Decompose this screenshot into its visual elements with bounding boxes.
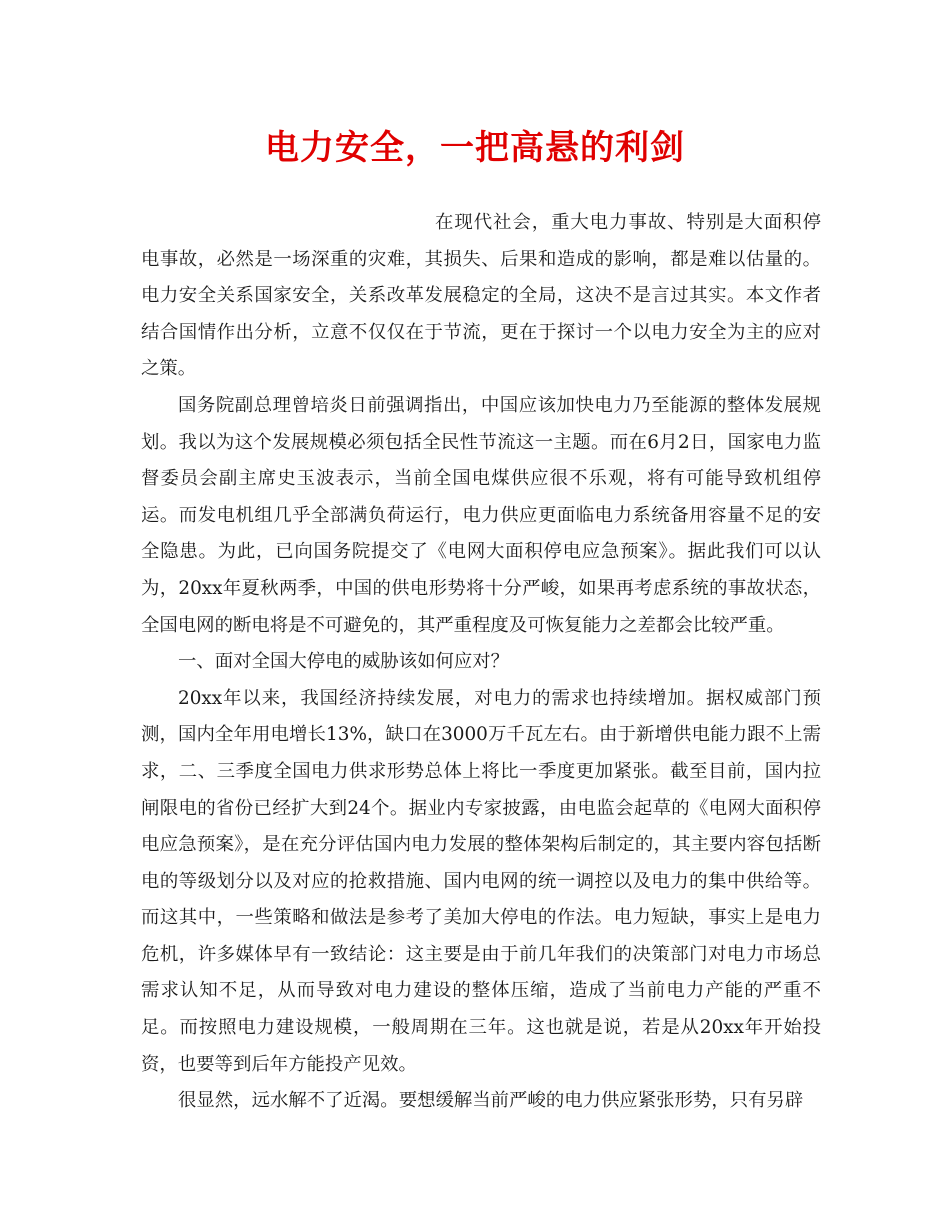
section-heading: 一、面对全国大停电的威胁该如何应对？ [178, 651, 510, 673]
paragraph-4: 20xx年以来，我国经济持续发展，对电力的需求也持续增加。据权威部门预测，国内全年用电增长13%，缺口在3000万千瓦左右。由于新增供电能力跟不上需求，二、三季度全国电力供求形势总体上将比一季度更加紧张。截至目前，国内拉闸限电的省份已经扩大到24个。据业内专家披露，由电监会起草的《电网大面积停电应急预案》，是在充分评估国内电力发展的整体架构后制定的，其主要内容包括断电的等级划分以及对应的抢救措施、国内电网的统一调控以及电力的集中供给等。而这其中，一些策略和做法是参考了美加大停电的作法。电力短缺，事实上是电力危机，许多媒体早有一致结论：这主要是由于前几年我们的决策部门对电力市场总需求认知不足，从而导致对电力建设的整体压缩，造成了当前电力产能的严重不足。而按照电力建设规模，一般周期在三年。这也就是说，若是从20xx年开始投资，也要等到后年方能投产见效。 [141, 687, 821, 1075]
document-title: 电力安全，一把高悬的利剑 [265, 128, 685, 168]
document-body [141, 205, 821, 1120]
paragraph-2: 国务院副总理曾培炎日前强调指出，中国应该加快电力乃至能源的整体发展规划。我以为这个发展规模必须包括全民性节流这一主题。而在6月2日，国家电力监督委员会副主席史玉波表示，当前全国电煤供应很不乐观，将有可能导致机组停运。而发电机组几乎全部满负荷运行，电力供应更面临电力系统备用容量不足的安全隐患。为此，已向国务院提交了《电网大面积停电应急预案》。据此我们可以认为，20xx年夏秋两季，中国的供电形势将十分严峻，如果再考虑系统的事故状态，全国电网的断电将是不可避免的，其严重程度及可恢复能力之差都会比较严重。 [141, 394, 821, 636]
paragraph-intro: 在现代社会，重大电力事故、特别是大面积停电事故，必然是一场深重的灾难，其损失、后果和造成的影响，都是难以估量的。电力安全关系国家安全，关系改革发展稳定的全局，这决不是言过其实。本文作者结合国情作出分析，立意不仅仅在于节流，更在于探讨一个以电力安全为主的应对之策。 [141, 212, 821, 380]
paragraph-5: 很显然，远水解不了近渴。要想缓解当前严峻的电力供应紧张形势，只有另辟 [178, 1090, 804, 1112]
